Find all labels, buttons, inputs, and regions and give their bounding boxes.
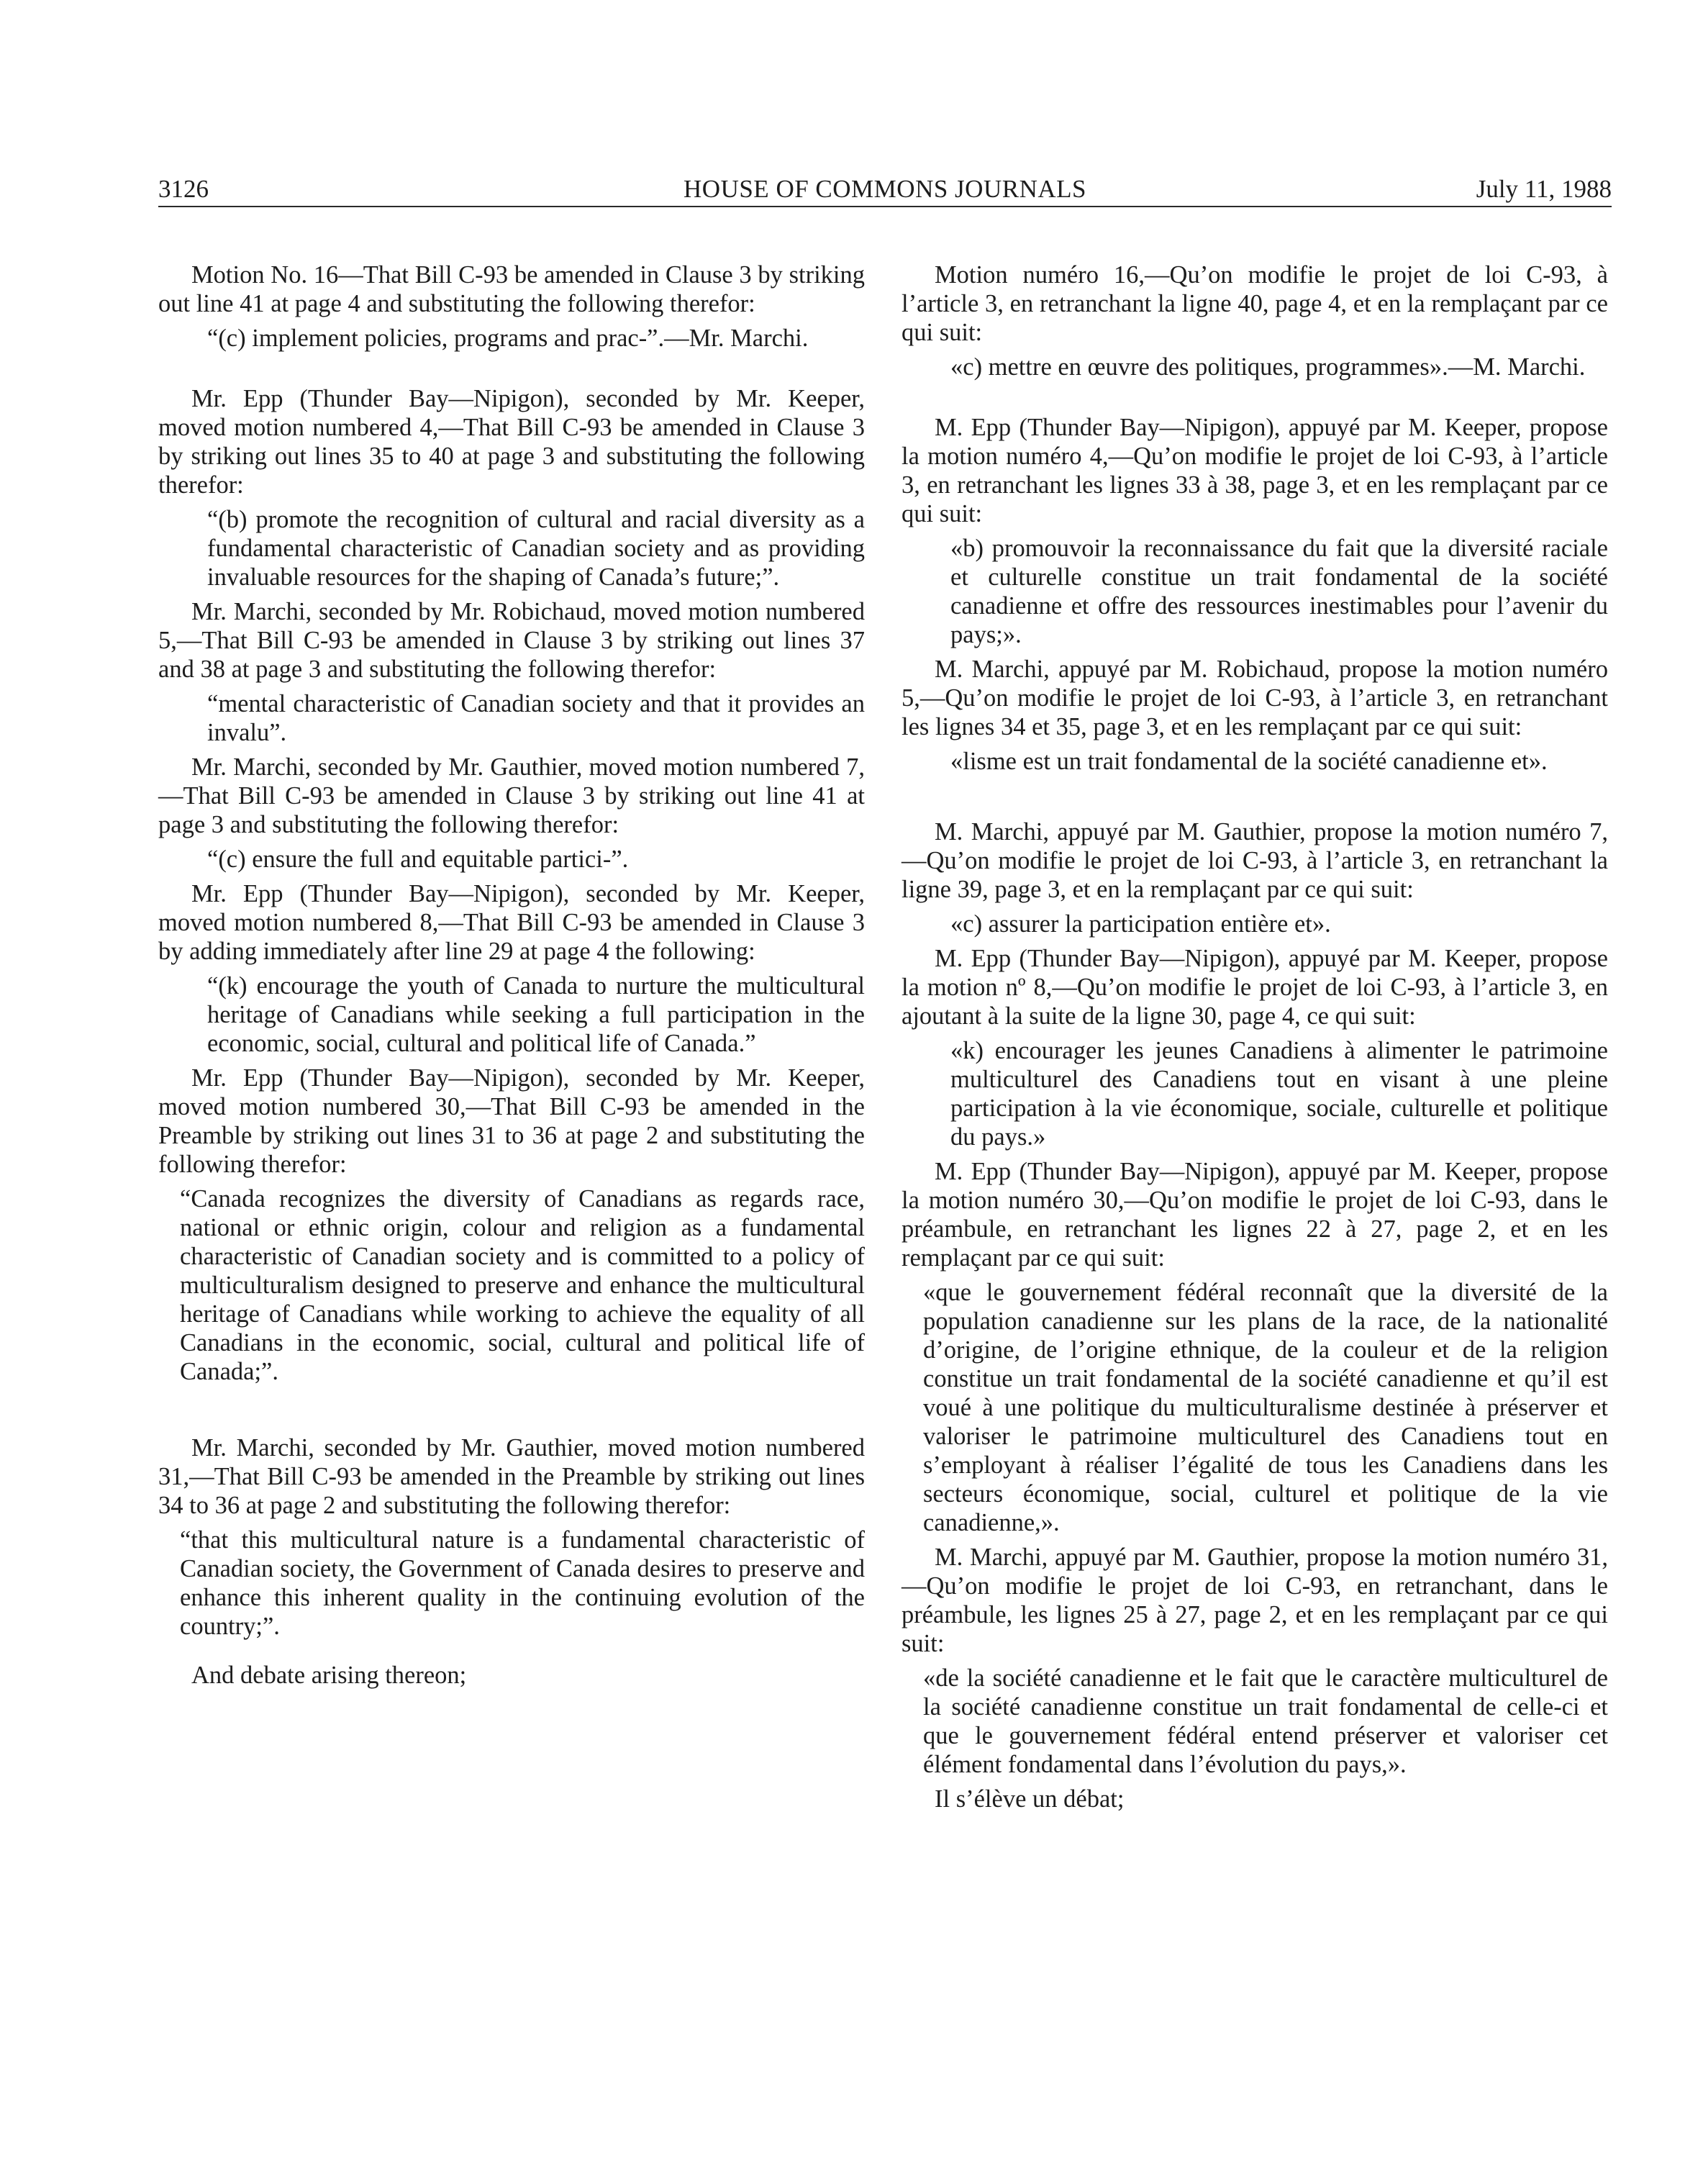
english-column <box>158 260 865 1695</box>
amendment-text: “(k) encourage the youth of Canada to nurture the multicultural heritage of Canadians while seeking a full participation in the economic, social, cultural and political life of Canada.” <box>207 972 865 1057</box>
amendment-text: “(c) implement policies, programs and prac-”.—Mr. Marchi. <box>207 325 809 352</box>
amendment-text: «lisme est un trait fondamental de la société canadienne et». <box>950 748 1548 775</box>
motion-paragraph: Mr. Epp (Thunder Bay—Nipigon), seconded by Mr. Keeper, moved motion numbered 8,—That Bill C-93 be amended in Clause 3 by adding immediately after line 29 at page 4 the following: <box>158 880 865 965</box>
amendment-text: “that this multicultural nature is a fundamental characteristic of Canadian society, the Government of Canada desires to preserve and enhance this inherent quality in the continuing evolution of the country;”. <box>180 1526 865 1640</box>
amendment-text: “Canada recognizes the diversity of Canadians as regards race, national or ethnic origin, colour and religion as a fundamental characteristic of Canadian society and is committed to a policy of multiculturalism designed to preserve and enhance the multicultural heritage of Canadians while working to achieve the equality of all Canadians in the economic, social, cultural and political life of Canada;”. <box>180 1185 865 1385</box>
motion-paragraph: Mr. Epp (Thunder Bay—Nipigon), seconded by Mr. Keeper, moved motion numbered 4,—That Bill C-93 be amended in Clause 3 by striking out lines 35 to 40 at page 3 and substituting the following therefor: <box>158 385 865 499</box>
amendment-text: “(b) promote the recognition of cultural and racial diversity as a fundamental characteristic of Canadian society and as providing invaluable resources for the shaping of Canada’s future;”. <box>207 506 865 591</box>
motion-paragraph: Mr. Epp (Thunder Bay—Nipigon), seconded by Mr. Keeper, moved motion numbered 30,—That Bill C-93 be amended in the Preamble by striking out lines 31 to 36 at page 2 and substituting the following therefor: <box>158 1064 865 1178</box>
motion-paragraph: M. Epp (Thunder Bay—Nipigon), appuyé par M. Keeper, propose la motion nº 8,—Qu’on modifie le projet de loi C-93, à l’article 3, en ajoutant à la suite de la ligne 30, page 4, ce qui suit: <box>902 945 1608 1030</box>
amendment-text: «de la société canadienne et le fait que le caractère multiculturel de la société canadienne constitue un trait fondamental de celle-ci et que le gouvernement fédéral entend préserver et valoriser cet élément fondamental dans l’évolution du pays,». <box>923 1664 1608 1778</box>
amendment-text: “mental characteristic of Canadian society and that it provides an invalu”. <box>207 690 865 746</box>
motion-paragraph: Motion No. 16—That Bill C-93 be amended in Clause 3 by striking out line 41 at page 4 and substituting the following therefor: <box>158 261 865 317</box>
motion-paragraph: M. Epp (Thunder Bay—Nipigon), appuyé par M. Keeper, propose la motion numéro 4,—Qu’on modifie le projet de loi C-93, à l’article 3, en retranchant les lignes 33 à 38, page 3, et en les remplaçant par ce qui suit: <box>902 414 1608 527</box>
amendment-text: «k) encourager les jeunes Canadiens à alimenter le patrimoine multiculturel des Canadiens tout en visant à une pleine participation à la vie économique, sociale, culturelle et politique du pays.» <box>950 1037 1608 1151</box>
amendment-text: «c) assurer la participation entière et». <box>950 910 1331 938</box>
motion-paragraph: Mr. Marchi, seconded by Mr. Gauthier, moved motion numbered 31,—That Bill C-93 be amended in the Preamble by striking out lines 34 to 36 at page 2 and substituting the following therefor: <box>158 1434 865 1519</box>
debate-paragraph: Il s’élève un débat; <box>935 1785 1125 1813</box>
motion-paragraph: M. Marchi, appuyé par M. Robichaud, propose la motion numéro 5,—Qu’on modifie le projet de loi C-93, à l’article 3, en retranchant les lignes 34 et 35, page 3, et en les remplaçant par ce qui suit: <box>902 656 1608 740</box>
amendment-text: «c) mettre en œuvre des politiques, programmes».—M. Marchi. <box>950 353 1586 381</box>
motion-paragraph: Motion numéro 16,—Qu’on modifie le projet de loi C-93, à l’article 3, en retranchant la ligne 40, page 4, et en la remplaçant par ce qui suit: <box>902 261 1608 346</box>
motion-paragraph: M. Marchi, appuyé par M. Gauthier, propose la motion numéro 7,—Qu’on modifie le projet de loi C-93, à l’article 3, en retranchant la ligne 39, page 3, et en la remplaçant par ce qui suit: <box>902 818 1608 903</box>
motion-paragraph: Mr. Marchi, seconded by Mr. Gauthier, moved motion numbered 7,—That Bill C-93 be amended in Clause 3 by striking out line 41 at page 3 and substituting the following therefor: <box>158 753 865 838</box>
motion-paragraph: M. Epp (Thunder Bay—Nipigon), appuyé par M. Keeper, propose la motion numéro 30,—Qu’on modifie le projet de loi C-93, dans le préambule, en retranchant les lignes 22 à 27, page 2, et en les remplaçant par ce qui suit: <box>902 1158 1608 1272</box>
amendment-text: «b) promouvoir la reconnaissance du fait que la diversité raciale et culturelle constitue un trait fondamental de la société canadienne et offre des ressources inestimables pour l’avenir du pays;». <box>950 535 1608 648</box>
journal-date: July 11, 1988 <box>1476 175 1612 203</box>
page-number: 3126 <box>158 175 209 203</box>
amendment-text: «que le gouvernement fédéral reconnaît que la diversité de la population canadienne sur les plans de la race, de la nationalité d’origine, de l’origine ethnique, de la couleur et de la religion constitue un trait fondamental de la société canadienne et qu’il est voué à une politique du multiculturalisme destinée à préserver et valoriser le patrimoine multiculturel des Canadiens tout en s’employant à réaliser l’égalité de tous les Canadiens dans les secteurs économique, social, culturel et politique de la vie canadienne,». <box>923 1279 1608 1536</box>
journal-title: HOUSE OF COMMONS JOURNALS <box>684 175 1086 203</box>
motion-paragraph: Mr. Marchi, seconded by Mr. Robichaud, moved motion numbered 5,—That Bill C-93 be amended in Clause 3 by striking out lines 37 and 38 at page 3 and substituting the following therefor: <box>158 598 865 683</box>
french-column <box>902 260 1608 1819</box>
page-header <box>158 163 1612 207</box>
debate-paragraph: And debate arising thereon; <box>191 1662 467 1689</box>
amendment-text: “(c) ensure the full and equitable partici-”. <box>207 846 629 873</box>
motion-paragraph: M. Marchi, appuyé par M. Gauthier, propose la motion numéro 31,—Qu’on modifie le projet de loi C-93, en retranchant, dans le préambule, les lignes 25 à 27, page 2, et en les remplaçant par ce qui suit: <box>902 1544 1608 1657</box>
